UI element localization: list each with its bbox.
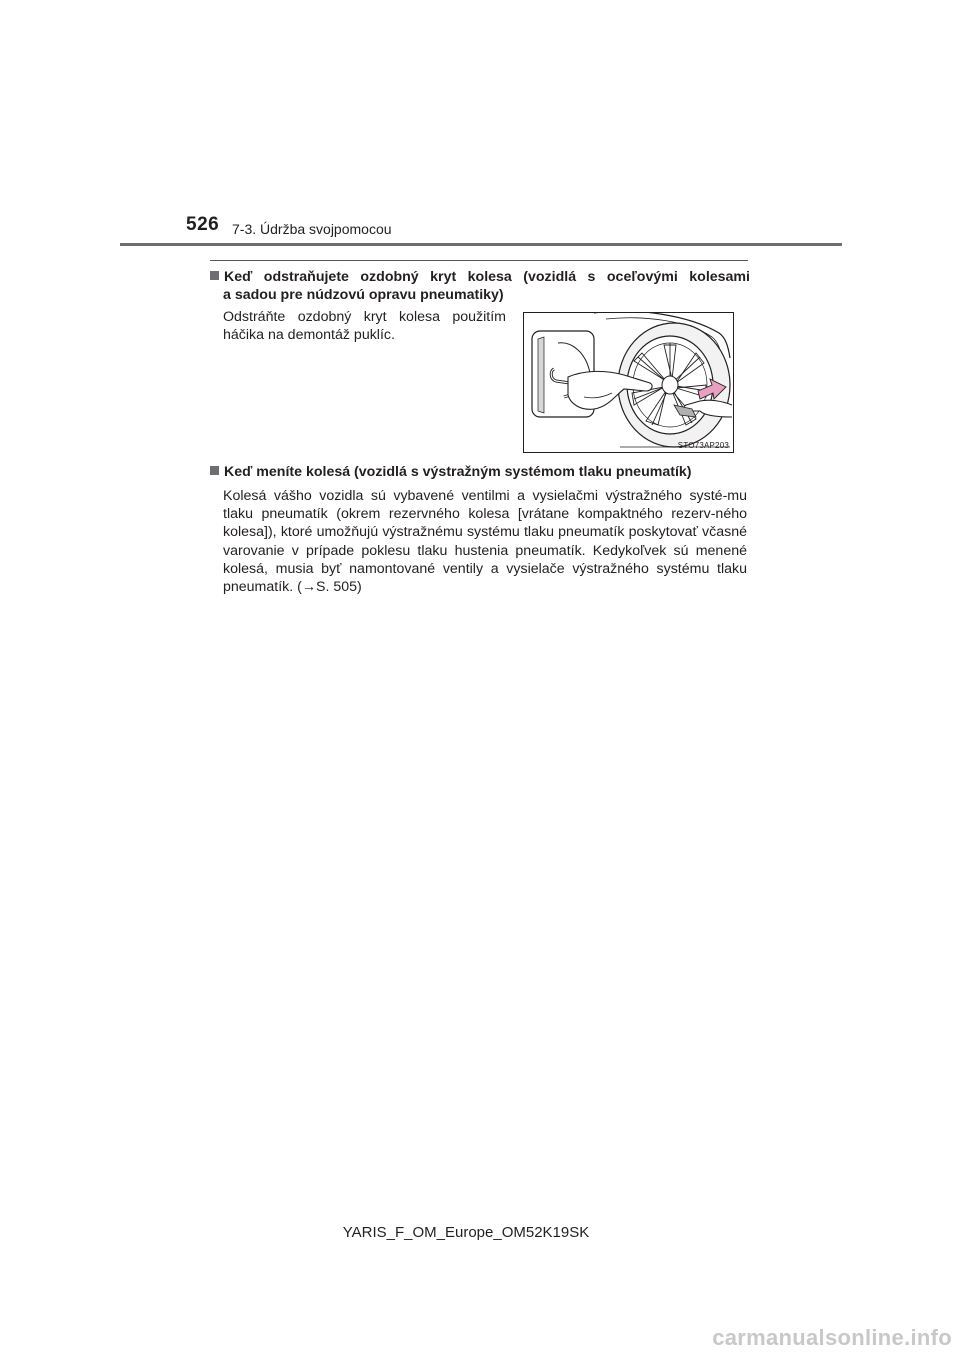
square-bullet-icon bbox=[210, 271, 219, 280]
heading-tpms-wheel-change bbox=[210, 463, 750, 481]
watermark: carmanualsonline.info bbox=[712, 1325, 952, 1350]
page-number: 526 bbox=[186, 214, 220, 235]
heading-tpms-text: Keď meníte kolesá (vozidlá s výstražným systémom tlaku pneumatík) bbox=[224, 464, 692, 480]
section-title: 7-3. Údržba svojpomocou bbox=[232, 221, 392, 237]
header-rule bbox=[120, 243, 842, 246]
figure-code: STO73AP203 bbox=[677, 441, 729, 450]
heading-hubcap-line1: Keď odstraňujete ozdobný kryt kolesa (vozidlá s oceľovými kolesami bbox=[224, 269, 750, 285]
footer-code-text: YARIS_F_OM_Europe_OM52K19SK bbox=[342, 1224, 590, 1241]
tpms-instruction-text: Kolesá vášho vozidla sú vybavené ventilmi a vysielačmi výstražného systé-mu tlaku pneumatík (okrem rezervného kolesa [vrátane kompaktného rezerv-ného kolesa]), ktoré umožňujú výstražnému systému tlaku pneumatík poskytovať včasné varovanie v prípade poklesu tlaku hustenia pneumatík. Kedykoľvek sú menené kolesá, musia byť namontované ventily a vysielače výstražného systému tlaku pneumatík. (→S. 505) bbox=[223, 488, 747, 596]
hubcap-instruction-text: Odstráňte ozdobný kryt kolesa použitím háčika na demontáž puklíc. bbox=[223, 309, 506, 344]
square-bullet-icon bbox=[210, 466, 219, 475]
wheel-illustration bbox=[524, 313, 733, 452]
heading-hubcap-removal bbox=[210, 268, 750, 304]
footer-document-code bbox=[0, 1224, 960, 1241]
hubcap-removal-figure bbox=[523, 312, 734, 453]
section-divider bbox=[210, 260, 748, 261]
heading-hubcap-line2: a sadou pre núdzovú opravu pneumatiky) bbox=[223, 287, 504, 303]
